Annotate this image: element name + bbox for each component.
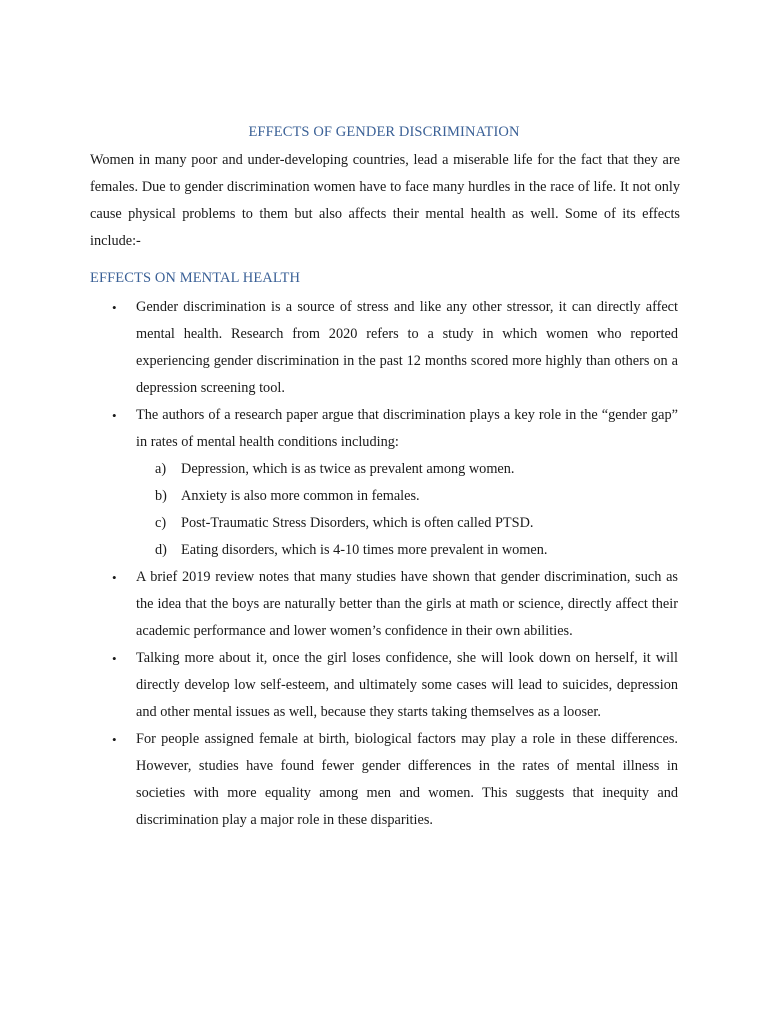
- bullet-item: [112, 645, 678, 726]
- sublist-item: [155, 510, 678, 537]
- bullet-icon: •: [112, 408, 117, 423]
- bullet-icon: •: [112, 732, 117, 747]
- sublist-text: Post-Traumatic Stress Disorders, which is often called PTSD.: [181, 515, 534, 531]
- sublist-marker: b): [155, 488, 167, 504]
- bullet-icon: •: [112, 570, 117, 585]
- sublist-item: [155, 456, 678, 483]
- bullet-item: [112, 564, 678, 645]
- bullet-text: For people assigned female at birth, biological factors may play a role in these differences. However, studies have found fewer gender differences in the rates of mental illness in societies with more equality among men and women. This suggests that inequity and discrimination play a major role in these disparities.: [136, 731, 678, 828]
- sublist-item: [155, 537, 678, 564]
- effects-bullet-list: [112, 294, 678, 834]
- bullet-item: [112, 294, 678, 402]
- sublist-text: Depression, which is as twice as prevalent among women.: [181, 461, 515, 477]
- bullet-item: [112, 726, 678, 834]
- sublist-marker: d): [155, 542, 167, 558]
- sublist-text: Eating disorders, which is 4-10 times more prevalent in women.: [181, 542, 548, 558]
- sublist-marker: a): [155, 461, 167, 477]
- intro-paragraph: Women in many poor and under-developing countries, lead a miserable life for the fact that they are females. Due to gender discrimination women have to face many hurdles in the race of life. It not only cause physical problems to them but also affects their mental health as well. Some of its effects include:-: [90, 152, 680, 249]
- conditions-sublist: [136, 456, 678, 564]
- bullet-icon: •: [112, 300, 117, 315]
- bullet-text: A brief 2019 review notes that many studies have shown that gender discrimination, such as the idea that the boys are naturally better than the girls at math or science, directly affect their academic performance and lower women’s confidence in their own abilities.: [136, 569, 678, 639]
- bullet-text: The authors of a research paper argue that discrimination plays a key role in the “gender gap” in rates of mental health conditions including:: [136, 407, 678, 450]
- bullet-item: [112, 402, 678, 564]
- bullet-icon: •: [112, 651, 117, 666]
- bullet-text: Gender discrimination is a source of stress and like any other stressor, it can directly affect mental health. Research from 2020 refers to a study in which women who reported experiencing gender discrimination in the past 12 months scored more highly than others on a depression screening tool.: [136, 299, 678, 396]
- section-heading-mental-health: EFFECTS ON MENTAL HEALTH: [90, 270, 301, 286]
- bullet-text: Talking more about it, once the girl loses confidence, she will look down on herself, it will directly develop low self-esteem, and ultimately some cases will lead to suicides, depression and other mental issues as well, because they starts taking themselves as a looser.: [136, 650, 678, 720]
- document-title: EFFECTS OF GENDER DISCRIMINATION: [248, 124, 520, 140]
- sublist-marker: c): [155, 515, 167, 531]
- sublist-item: [155, 483, 678, 510]
- sublist-text: Anxiety is also more common in females.: [181, 488, 420, 504]
